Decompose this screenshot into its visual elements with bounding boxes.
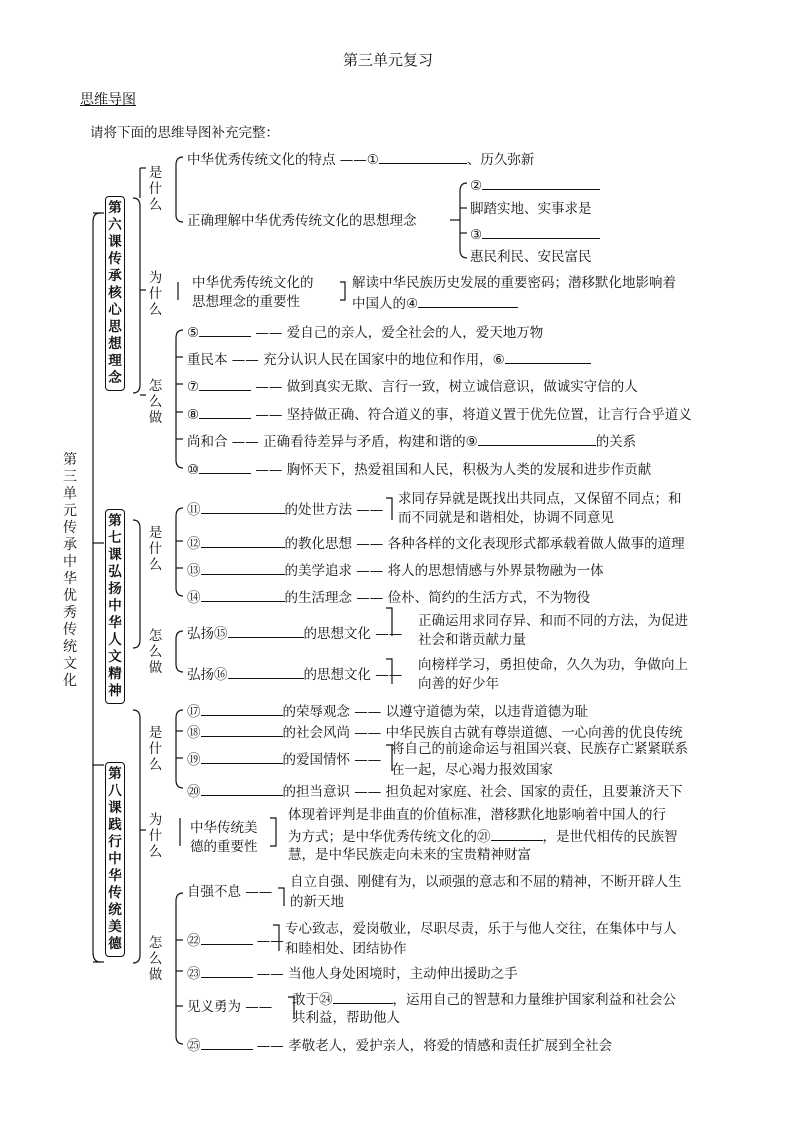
l6-why-right-2 bbox=[352, 294, 518, 312]
answer-blank-2[interactable] bbox=[482, 176, 600, 190]
l7-what-14-text: 的生活理念 —— 俭朴、简约的生活方式，不为物役 bbox=[284, 590, 591, 606]
l8-why-right-1: 体现着评判是非曲直的价值标准，潜移默化地影响着中国人的行 bbox=[288, 807, 666, 823]
l6-why-left-2: 思想理念的重要性 bbox=[192, 294, 300, 310]
l8-how-1: 自强不息 —— bbox=[187, 884, 273, 900]
l8-what-18 bbox=[187, 723, 683, 741]
l8-how-25-text: —— 孝敬老人，爱护亲人，将爱的情感和责任扩展到全社会 bbox=[256, 1038, 613, 1054]
l6-how-10-text: —— 胸怀天下，热爱祖国和人民，积极为人类的发展和进步作贡献 bbox=[255, 462, 652, 478]
l7-what-14-no: ⑭ bbox=[187, 590, 201, 606]
l6-how-9-text: 尚和合 —— 正确看待差异与矛盾，构建和谐的⑨ bbox=[187, 434, 478, 450]
l6-how-7 bbox=[187, 377, 638, 395]
l7-what-13-no: ⑬ bbox=[187, 563, 201, 579]
l7-how-15-mid: 的思想文化 —— bbox=[303, 626, 403, 642]
l6-how-6-text: 重民本 —— 充分认识人民在国家中的地位和作用，⑥ bbox=[187, 352, 505, 368]
answer-blank-7[interactable] bbox=[199, 377, 251, 391]
l6-how-5-no: ⑤ bbox=[187, 325, 200, 341]
l8-how-22-no: ㉒ bbox=[187, 933, 201, 949]
idea-2-no: ② bbox=[470, 178, 483, 194]
l6-how-7-text: —— 做到真实无欺、言行一致，树立诚信意识，做诚实守信的人 bbox=[255, 379, 638, 395]
idea-3 bbox=[470, 225, 600, 243]
answer-blank-9[interactable] bbox=[478, 432, 596, 446]
l8-what-20-text: 的担当意识 —— 担负起对家庭、社会、国家的责任，且要兼济天下 bbox=[282, 784, 683, 800]
l6-how-10-no: ⑩ bbox=[187, 462, 200, 478]
lesson6-why-label: 为什么 bbox=[148, 270, 163, 318]
l7-how-16-right-1: 向榜样学习，勇担使命，久久为功，争做向上 bbox=[418, 657, 688, 673]
l6-how-9 bbox=[187, 432, 636, 450]
answer-blank-21[interactable] bbox=[491, 827, 543, 841]
l8-how-24-right-1 bbox=[292, 990, 676, 1008]
answer-blank-22[interactable] bbox=[201, 931, 253, 945]
l7-how-16-right-2: 向善的好少年 bbox=[418, 676, 499, 692]
answer-blank-3[interactable] bbox=[482, 225, 600, 239]
idea-2 bbox=[470, 176, 600, 194]
l7-how-16 bbox=[187, 665, 402, 683]
l6-how-5-text: —— 爱自己的亲人，爱全社会的人，爱天地万物 bbox=[255, 325, 544, 341]
l6-what1-tail: 、历久弥新 bbox=[466, 152, 535, 168]
l8-how-24-right-1-text: 敢于㉔ bbox=[292, 992, 333, 1008]
l6-how-9-tail: 的关系 bbox=[595, 434, 637, 450]
lesson8-box: 第八课 践行中华传统美德 bbox=[105, 762, 125, 957]
l8-why-left-1: 中华传统美 bbox=[190, 820, 258, 836]
l8-why-right-2 bbox=[288, 827, 678, 845]
answer-blank-6[interactable] bbox=[505, 350, 591, 364]
page-title: 第三单元复习 bbox=[343, 51, 434, 69]
l7-what-13-text: 的美学追求 —— 将人的思想情感与外界景物融为一体 bbox=[284, 563, 604, 579]
l8-how-25-no: ㉕ bbox=[187, 1038, 201, 1054]
l6-how-6 bbox=[187, 350, 591, 368]
l7-how-16-text: 弘扬⑯ bbox=[187, 667, 228, 683]
l8-how-22 bbox=[187, 931, 284, 949]
answer-blank-12[interactable] bbox=[201, 534, 285, 548]
l8-what-17-text: 的荣辱观念 —— 以遵守道德为荣，以违背道德为耻 bbox=[282, 704, 589, 720]
l8-why-left-2: 德的重要性 bbox=[190, 839, 258, 855]
l6-how-10 bbox=[187, 460, 651, 478]
l6-why-right-2-text: 中国人的④ bbox=[352, 296, 419, 312]
answer-blank-1[interactable] bbox=[379, 150, 467, 164]
answer-blank-14[interactable] bbox=[201, 588, 285, 602]
l7-how-15-text: 弘扬⑮ bbox=[187, 626, 228, 642]
l7-what-12 bbox=[187, 534, 685, 552]
answer-blank-5[interactable] bbox=[199, 323, 251, 337]
l7-what-11-right-2: 而不同就是和谐相处，协调不同意见 bbox=[398, 510, 614, 526]
l8-why-right-3: 慧，是中华民族走向未来的宝贵精神财富 bbox=[288, 847, 531, 863]
l7-how-15 bbox=[187, 624, 402, 642]
l8-what-19-mid: 的爱国情怀 —— bbox=[282, 752, 382, 768]
l8-what-19-right-1: 将自己的前途命运与祖国兴衰、民族存亡紧紧联系 bbox=[391, 741, 688, 757]
l7-how-15-right-1: 正确运用求同存异、和而不同的方法，为促进 bbox=[418, 613, 688, 629]
l8-what-18-text: 的社会风尚 —— 中华民族自古就有尊崇道德、一心向善的优良传统 bbox=[282, 725, 683, 741]
lesson7-how-label: 怎么做 bbox=[148, 628, 163, 676]
l6-how-8-no: ⑧ bbox=[187, 407, 200, 423]
l8-what-17 bbox=[187, 702, 588, 720]
l7-what-12-text: 的教化思想 —— 各种各样的文化表现形式都承载着做人做事的道理 bbox=[284, 536, 685, 552]
idea-people: 惠民利民、安民富民 bbox=[470, 249, 592, 265]
l6-what2: 正确理解中华优秀传统文化的思想理念 bbox=[187, 213, 417, 229]
l8-what-19-no: ⑲ bbox=[187, 752, 201, 768]
instruction-text: 请将下面的思维导图补充完整： bbox=[90, 125, 279, 141]
lesson6-box: 第六课 传承核心思想理念 bbox=[105, 196, 125, 391]
lesson7-what-label: 是什么 bbox=[148, 525, 163, 573]
lesson8-why-label: 为什么 bbox=[148, 812, 163, 860]
lesson8-how-label: 怎么做 bbox=[148, 935, 163, 983]
answer-blank-23[interactable] bbox=[201, 964, 253, 978]
answer-blank-13[interactable] bbox=[201, 561, 285, 575]
l8-how-23 bbox=[187, 964, 518, 982]
l7-what-11-no: ⑪ bbox=[187, 502, 201, 518]
l7-how-16-mid: 的思想文化 —— bbox=[303, 667, 403, 683]
l6-why-right-1: 解读中华民族历史发展的重要密码；潜移默化地影响着 bbox=[352, 275, 676, 291]
section-heading: 思维导图 bbox=[80, 92, 136, 108]
answer-blank-20[interactable] bbox=[201, 782, 283, 796]
l8-how-22-dash: —— bbox=[256, 933, 284, 949]
l8-how-22-right-1: 专心致志，爱岗敬业，尽职尽责，乐于与他人交往，在集体中与人 bbox=[285, 921, 677, 937]
l7-what-14 bbox=[187, 588, 590, 606]
idea-3-no: ③ bbox=[470, 227, 483, 243]
l7-how-15-right-2: 社会和谐贡献力量 bbox=[418, 632, 526, 648]
l8-why-right-2-text: 为方式；是中华优秀传统文化的㉑ bbox=[288, 829, 491, 845]
l7-what-11-mid: 的处世方法 —— bbox=[284, 502, 384, 518]
l6-how-5 bbox=[187, 323, 543, 341]
l8-how-24-right-1-tail: ，运用自己的智慧和力量维护国家利益和社会公 bbox=[392, 992, 676, 1008]
lesson6-what-label: 是什么 bbox=[148, 165, 163, 213]
answer-blank-24[interactable] bbox=[333, 990, 393, 1004]
l8-how-22-right-2: 和睦相处、团结协作 bbox=[285, 941, 407, 957]
l8-how-24: 见义勇为 —— bbox=[187, 999, 273, 1015]
l6-why-left-1: 中华优秀传统文化的 bbox=[192, 275, 314, 291]
answer-blank-11[interactable] bbox=[201, 500, 285, 514]
l6-how-8 bbox=[187, 405, 692, 423]
unit-label: 第三单元 传承中华优秀传统文化 bbox=[63, 452, 91, 689]
l7-what-11-right-1: 求同存异就是既找出共同点，又保留不同点；和 bbox=[398, 491, 682, 507]
lesson6-how-label: 怎么做 bbox=[148, 378, 163, 426]
l8-how-24-right-2: 共利益，帮助他人 bbox=[292, 1010, 400, 1026]
l8-what-19 bbox=[187, 750, 381, 768]
l7-what-13 bbox=[187, 561, 604, 579]
l8-what-19-right-2: 在一起，尽心竭力报效国家 bbox=[391, 762, 553, 778]
l7-what-12-no: ⑫ bbox=[187, 536, 201, 552]
answer-blank-16[interactable] bbox=[228, 665, 304, 679]
answer-blank-18[interactable] bbox=[201, 723, 283, 737]
answer-blank-25[interactable] bbox=[201, 1036, 253, 1050]
l6-how-7-no: ⑦ bbox=[187, 379, 200, 395]
lesson7-box: 第七课 弘扬中华人文精神 bbox=[105, 509, 125, 704]
l6-what1-text: 中华优秀传统文化的特点 ——① bbox=[187, 152, 379, 168]
lesson8-what-label: 是什么 bbox=[148, 725, 163, 773]
answer-blank-4[interactable] bbox=[418, 294, 518, 308]
l8-what-18-no: ⑱ bbox=[187, 725, 201, 741]
l8-how-1-right-1: 自立自强、刚健有为，以顽强的意志和不屈的精神，不断开辟人生 bbox=[290, 874, 682, 890]
l8-what-20 bbox=[187, 782, 683, 800]
l8-why-right-2-tail: ，是世代相传的民族智 bbox=[542, 829, 678, 845]
answer-blank-8[interactable] bbox=[199, 405, 251, 419]
l6-what1 bbox=[187, 150, 534, 168]
answer-blank-17[interactable] bbox=[201, 702, 283, 716]
idea-realistic: 脚踏实地、实事求是 bbox=[470, 201, 592, 217]
l8-how-1-right-2: 的新天地 bbox=[290, 894, 344, 910]
l8-how-25 bbox=[187, 1036, 612, 1054]
answer-blank-10[interactable] bbox=[199, 460, 251, 474]
l7-what-11 bbox=[187, 500, 383, 518]
l8-how-23-no: ㉓ bbox=[187, 966, 201, 982]
l8-how-23-text: —— 当他人身处困境时，主动伸出援助之手 bbox=[256, 966, 518, 982]
answer-blank-19[interactable] bbox=[201, 750, 283, 764]
l8-what-20-no: ⑳ bbox=[187, 784, 201, 800]
l6-how-8-text: —— 坚持做正确、符合道义的事，将道义置于优先位置，让言行合乎道义 bbox=[255, 407, 692, 423]
answer-blank-15[interactable] bbox=[228, 624, 304, 638]
l8-what-17-no: ⑰ bbox=[187, 704, 201, 720]
